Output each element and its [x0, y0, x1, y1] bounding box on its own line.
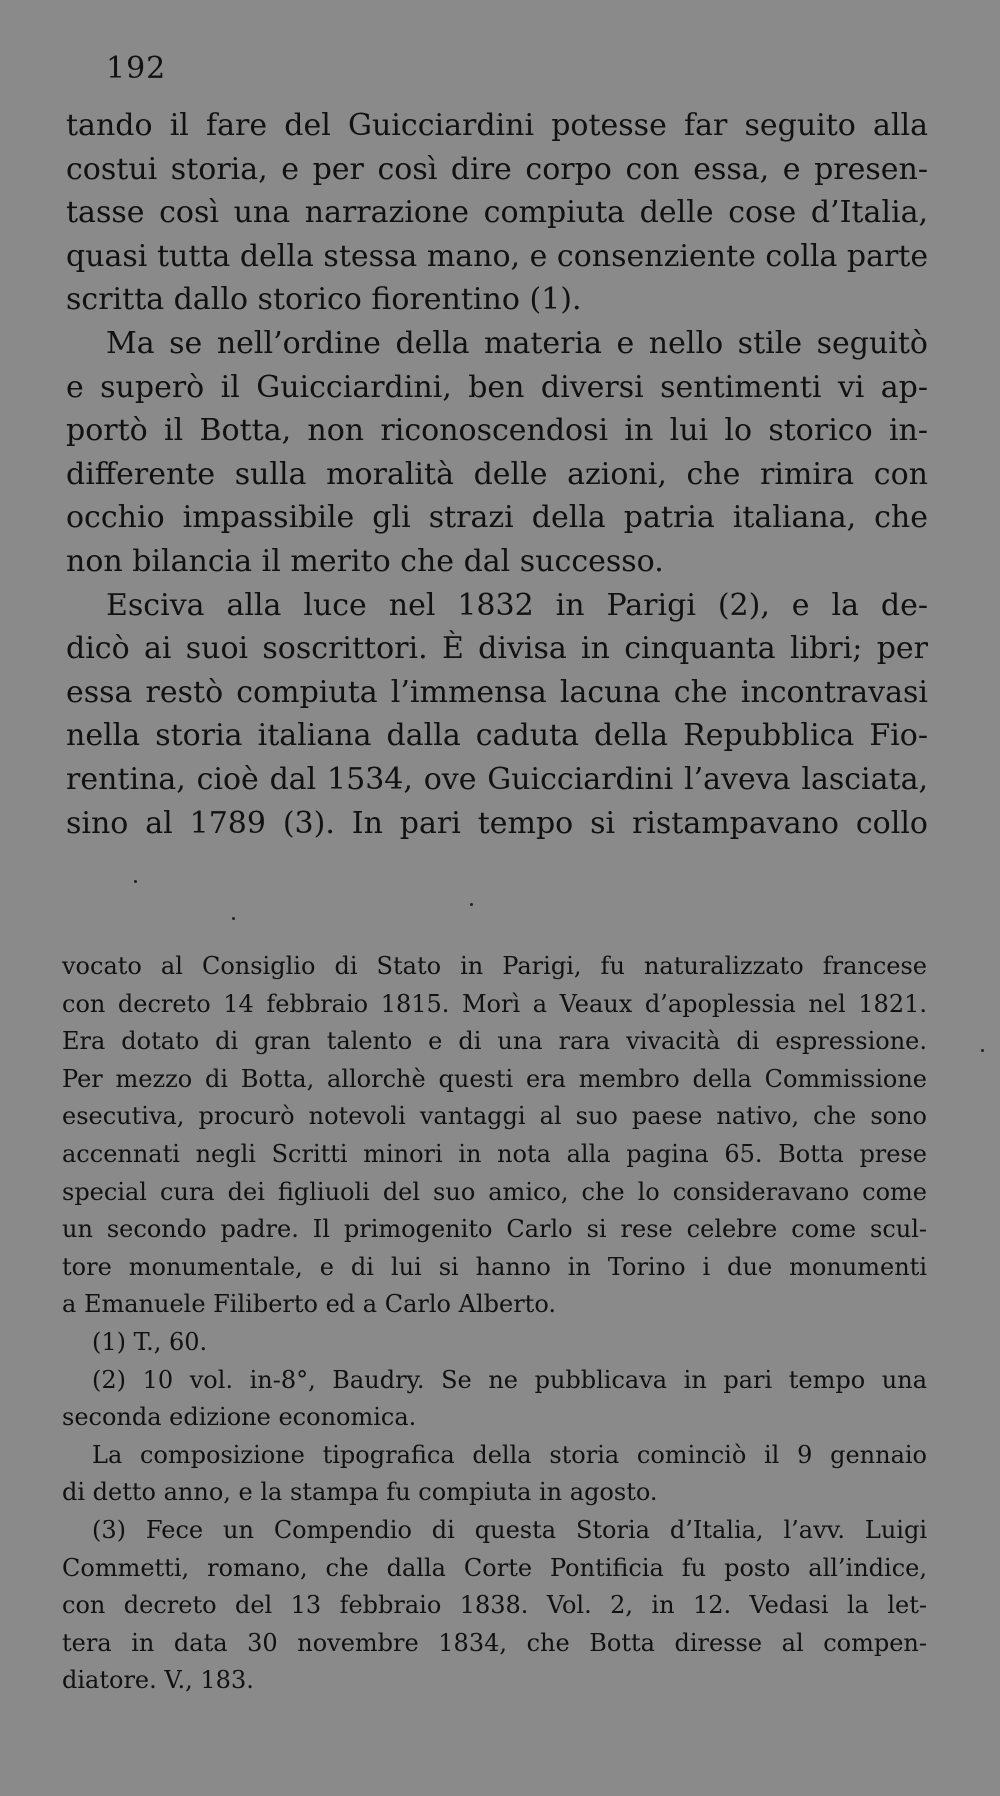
- footnote-line: (2) 10 vol. in-8°, Baudry. Se ne pubblicava in pari tempo una: [92, 1365, 927, 1394]
- footnote-line: vocato al Consiglio di Stato in Parigi, fu naturalizzato francese: [62, 952, 927, 980]
- footnote-line: (3) Fece un Compendio di questa Storia d’Italia, l’avv. Luigi: [92, 1515, 927, 1544]
- text-line: portò il Botta, non riconoscendosi in lui lo storico in-: [66, 413, 928, 449]
- footnote-line: con decreto del 13 febbraio 1838. Vol. 2, in 12. Vedasi la let-: [62, 1591, 927, 1620]
- page-number: 192: [106, 51, 167, 86]
- text-line: occhio impassibile gli strazi della patria italiana, che: [66, 500, 928, 536]
- text-line: quasi tutta della stessa mano, e consenziente colla parte: [66, 238, 929, 274]
- text-line: sino al 1789 (3). In pari tempo si ristampavano collo: [66, 805, 928, 841]
- footnote-line: seconda edizione economica.: [62, 1403, 417, 1432]
- text-line: tando il fare del Guicciardini potesse far seguito alla: [66, 108, 928, 143]
- footnotes: [62, 948, 927, 1700]
- text-line: Esciva alla luce nel 1832 in Parigi (2), e la de-: [106, 587, 928, 623]
- footnote-line: tera in data 30 novembre 1834, che Botta diresse al compen-: [62, 1628, 927, 1657]
- text-line: Ma se nell’ordine della materia e nello stile seguitò: [106, 325, 928, 361]
- print-speck: [981, 1049, 984, 1052]
- text-line: tasse così una narrazione compiuta delle cose d’Italia,: [66, 195, 928, 231]
- print-speck: [470, 903, 473, 906]
- footnote-line: accennati negli Scritti minori in nota alla pagina 65. Botta prese: [62, 1139, 927, 1168]
- footnote-line: Per mezzo di Botta, allorchè questi era membro della Commissione: [62, 1064, 927, 1093]
- footnote-line: un secondo padre. Il primogenito Carlo si rese celebre come scul-: [62, 1215, 927, 1244]
- footnote-line: Era dotato di gran talento e di una rara vivacità di espressione.: [62, 1027, 927, 1056]
- text-line: e superò il Guicciardini, ben diversi sentimenti vi ap-: [66, 369, 928, 405]
- text-line: costui storia, e per così dire corpo con essa, e presen-: [66, 151, 928, 187]
- footnote-line: con decreto 14 febbraio 1815. Morì a Veaux d’apoplessia nel 1821.: [62, 989, 927, 1018]
- footnote-line: La composizione tipografica della storia cominciò il 9 gennaio: [92, 1440, 927, 1469]
- text-line: non bilancia il merito che dal successo.: [66, 543, 664, 579]
- footnote-line: Commetti, romano, che dalla Corte Pontificia fu posto all’indice,: [62, 1553, 927, 1582]
- footnote-line: esecutiva, procurò notevoli vantaggi al suo paese nativo, che sono: [62, 1102, 927, 1131]
- footnote-line: special cura dei figliuoli del suo amico, che lo consideravano come: [62, 1177, 927, 1206]
- print-speck: [134, 880, 137, 883]
- footnote-line: (1) T., 60.: [92, 1327, 208, 1356]
- footnote-line: a Emanuele Filiberto ed a Carlo Alberto.: [62, 1290, 556, 1319]
- text-line: differente sulla moralità delle azioni, che rimira con: [66, 456, 928, 492]
- footnote-line: di detto anno, e la stampa fu compiuta in agosto.: [62, 1478, 658, 1507]
- text-line: essa restò compiuta l’immensa lacuna che incontravasi: [66, 674, 928, 710]
- main-text: [66, 104, 928, 845]
- text-line: rentina, cioè dal 1534, ove Guicciardini l’aveva lasciata,: [66, 761, 928, 797]
- text-line: dicò ai suoi soscrittori. È divisa in cinquanta libri; per: [66, 631, 928, 667]
- text-line: scritta dallo storico fiorentino (1).: [66, 282, 582, 318]
- print-speck: [232, 917, 235, 920]
- footnote-line: diatore. V., 183.: [62, 1666, 254, 1695]
- text-line: nella storia italiana dalla caduta della Repubblica Fio-: [66, 718, 928, 754]
- footnote-line: tore monumentale, e di lui si hanno in Torino i due monumenti: [62, 1252, 927, 1281]
